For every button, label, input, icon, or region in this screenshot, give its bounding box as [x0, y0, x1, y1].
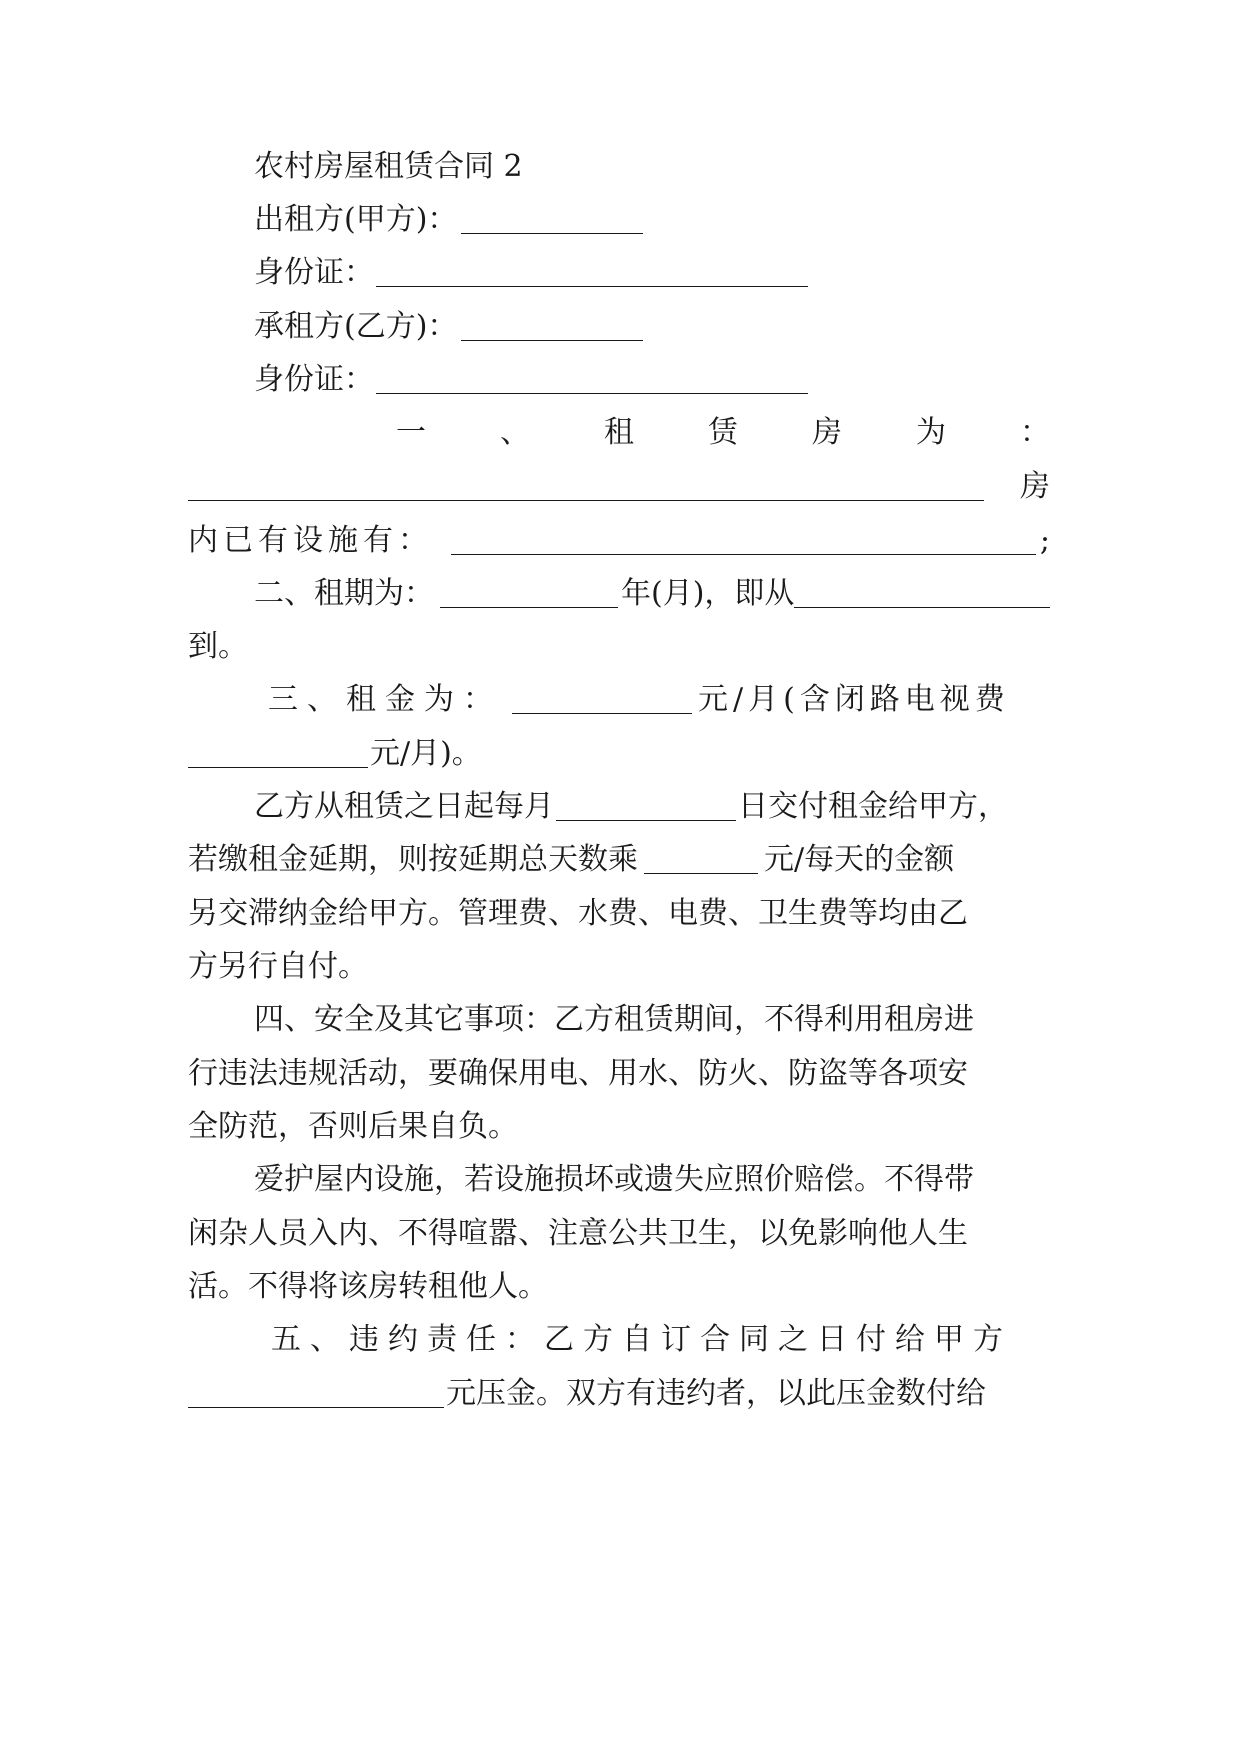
- clause-2-end: 到。: [188, 629, 248, 664]
- payment-line-1: [254, 782, 1050, 832]
- clause-4-line-3: [188, 1102, 1050, 1152]
- lessor-line: [254, 195, 1050, 245]
- lessor-label: 出租方(甲方)：: [254, 202, 458, 237]
- clause-1-heading-char: 一: [396, 415, 426, 450]
- clause-1-heading-char: 赁: [708, 415, 738, 450]
- document-title: [254, 142, 1050, 192]
- start-date-blank[interactable]: [794, 607, 1050, 608]
- facilities-care-text: 活。不得将该房转租他人。: [188, 1269, 548, 1304]
- lessor-id-blank[interactable]: [376, 286, 808, 287]
- clause-3-end: 元/月)。: [370, 736, 482, 771]
- clause-1-heading-char: 、: [500, 415, 530, 450]
- clause-1-heading: [396, 408, 1050, 458]
- payment-text: 乙方从租赁之日起每月: [254, 789, 554, 824]
- clause-5-text: 五、违约责任：乙方自订合同之日付给甲方: [271, 1322, 1012, 1357]
- rent-blank[interactable]: [512, 713, 692, 714]
- lessee-line: [254, 302, 1050, 352]
- payment-text: 另交滞纳金给甲方。管理费、水费、电费、卫生费等均由乙: [188, 896, 968, 931]
- lessor-blank[interactable]: [461, 233, 643, 234]
- lessee-id-line: [254, 355, 1050, 405]
- lessee-blank[interactable]: [461, 340, 643, 341]
- clause-4-text: 四、安全及其它事项：乙方租赁期间，不得利用租房进: [254, 1002, 974, 1037]
- clause-1-heading-char: 为: [916, 415, 946, 450]
- facilities-blank[interactable]: [451, 554, 1036, 555]
- payment-line-3: [188, 889, 1050, 939]
- clause-3-line: [268, 675, 1050, 725]
- clause-5-line-2: [188, 1369, 1050, 1419]
- facilities-care-text: 闲杂人员入内、不得喧嚣、注意公共卫生，以免影响他人生: [188, 1216, 968, 1251]
- clause-5-line-1: [271, 1315, 1050, 1365]
- payment-line-4: [188, 942, 1050, 992]
- clause-1-house-line: [188, 462, 1050, 512]
- late-fee-blank[interactable]: [644, 873, 758, 874]
- title-text: 农村房屋租赁合同 2: [254, 149, 523, 184]
- clause-3-mid: 元/月(含闭路电视费: [698, 682, 1010, 717]
- clause-1-heading-char: 租: [604, 415, 634, 450]
- house-word: 房: [1020, 469, 1050, 504]
- lessee-label: 承租方(乙方)：: [254, 309, 458, 344]
- deposit-blank[interactable]: [188, 1407, 444, 1408]
- clause-2-end-line: [188, 622, 1050, 672]
- clause-4-line-2: [188, 1049, 1050, 1099]
- clause-3-label: 三、租金为：: [268, 682, 502, 717]
- lessor-id-line: [254, 248, 1050, 298]
- clause-3-cable-line: [188, 729, 1050, 779]
- house-blank[interactable]: [188, 500, 984, 501]
- payment-text: 若缴租金延期，则按延期总天数乘: [188, 842, 638, 877]
- clause-1-heading-char: 房: [812, 415, 842, 450]
- facilities-care-line-1: [254, 1155, 1050, 1205]
- lessor-id-label: 身份证：: [254, 255, 374, 290]
- facilities-end: ;: [1039, 523, 1050, 558]
- payment-day-blank[interactable]: [556, 820, 736, 821]
- facilities-label: 内已有设施有：: [188, 523, 433, 558]
- lessee-id-blank[interactable]: [376, 393, 808, 394]
- facilities-care-line-2: [188, 1209, 1050, 1259]
- facilities-care-text: 爱护屋内设施，若设施损坏或遗失应照价赔偿。不得带: [254, 1162, 974, 1197]
- clause-5-text: 元压金。双方有违约者，以此压金数付给: [446, 1376, 986, 1411]
- facilities-care-line-3: [188, 1262, 1050, 1312]
- payment-text: 方另行自付。: [188, 949, 368, 984]
- cable-fee-blank[interactable]: [188, 767, 368, 768]
- clause-4-text: 全防范，否则后果自负。: [188, 1109, 518, 1144]
- clause-4-text: 行违法违规活动，要确保用电、用水、防火、防盗等各项安: [188, 1056, 968, 1091]
- clause-2-mid: 年(月)，即从: [621, 576, 795, 611]
- term-blank[interactable]: [440, 607, 618, 608]
- clause-2-line: [254, 569, 1050, 619]
- payment-text: 日交付租金给甲方，: [738, 789, 1008, 824]
- lessee-id-label: 身份证：: [254, 362, 374, 397]
- clause-1-heading-char: ：: [1020, 415, 1050, 450]
- clause-1-facilities-line: [188, 516, 1050, 566]
- payment-line-2: [188, 835, 1050, 885]
- clause-4-line-1: [254, 995, 1050, 1045]
- payment-text: 元/每天的金额: [764, 842, 955, 877]
- clause-2-label: 二、租期为：: [254, 576, 434, 611]
